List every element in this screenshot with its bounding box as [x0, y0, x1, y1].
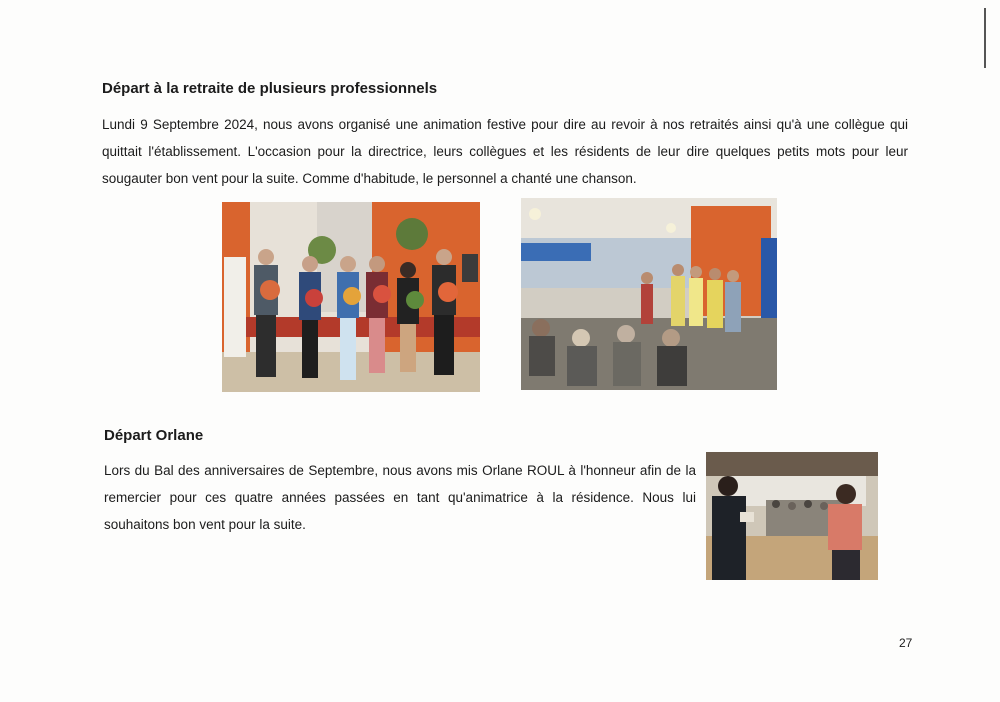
page-edge-mark: [984, 8, 986, 68]
photo-retirees-group: [222, 202, 480, 392]
photo-staff-singing: [521, 198, 777, 390]
page-number: 27: [899, 636, 913, 650]
section-paragraph-retirement: Lundi 9 Septembre 2024, nous avons organisé une animation festive pour dire au revoir à nos retraités ainsi qu'à une collègue qui quittait l'établissement. L'occasion pour la directrice, leurs collègues et les résidents de leur dire quelques petits mots pour leur sougauter bon vent pour la suite. Comme d'habitude, le personnel a chanté une chanson.: [102, 117, 908, 186]
section-title-retirement: Départ à la retraite de plusieurs professionnels: [102, 80, 438, 97]
photo-orlane-honored: [706, 452, 878, 580]
section-paragraph-orlane: Lors du Bal des anniversaires de Septembre, nous avons mis Orlane ROUL à l'honneur afin de la remercier pour ces quatre années passées en tant qu'animatrice à la résidence. Nous lui souhaitons bon vent pour la suite.: [104, 463, 696, 532]
section-title-orlane: Départ Orlane: [104, 427, 204, 444]
